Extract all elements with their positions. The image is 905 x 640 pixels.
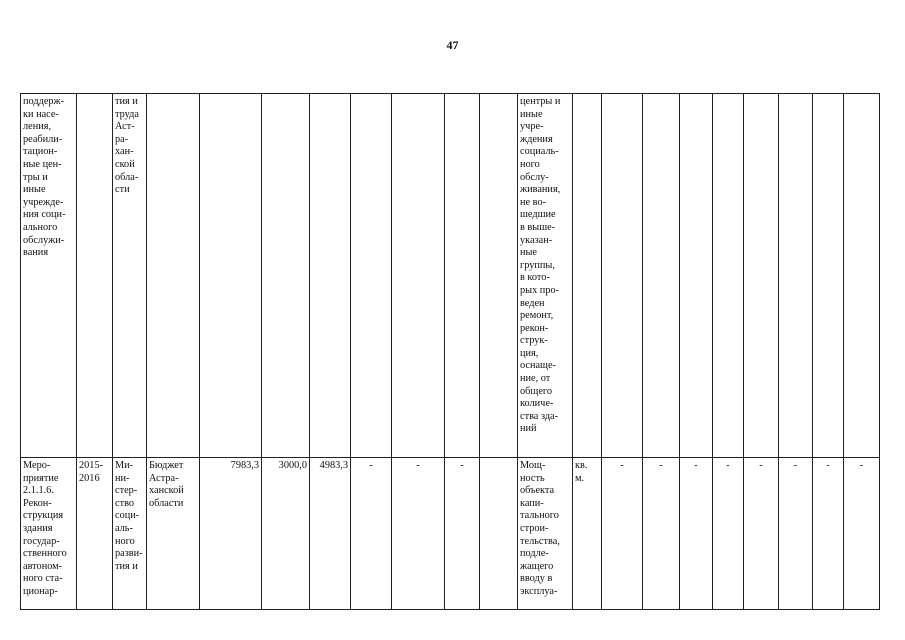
cell-2016 xyxy=(310,94,351,458)
cell-2020 xyxy=(480,458,518,610)
cell-2018: - xyxy=(392,458,445,610)
cell-measure-name: Меро- приятие 2.1.1.6. Рекон- струкция здания государ- ственного автоном- ного ста- ционар- xyxy=(21,458,77,610)
cell-measure-name: поддерж- ки насе- ления, реабили- тацион- ные цен- тры и иные учрежде- ния соци- ального обслужи- вания xyxy=(21,94,77,458)
cell-ind-8 xyxy=(844,94,880,458)
page-number: 47 xyxy=(446,38,459,52)
cell-ind-5 xyxy=(744,94,779,458)
cell-unit: кв. м. xyxy=(573,458,602,610)
cell-ind-2 xyxy=(643,94,680,458)
cell-ind-4 xyxy=(713,94,744,458)
cell-executor: тия и труда Аст- ра- хан- ской обла- сти xyxy=(113,94,147,458)
cell-ind-8: - xyxy=(844,458,880,610)
cell-period xyxy=(77,94,113,458)
cell-ind-5: - xyxy=(744,458,779,610)
cell-2016: 4983,3 xyxy=(310,458,351,610)
cell-2015: 3000,0 xyxy=(262,458,310,610)
cell-ind-2: - xyxy=(643,458,680,610)
cell-indicator: центры и иные учре- ждения социаль- ного обслу- живания, не во- шедшие в выше- указан- ные группы, в кото- рых про- веден ремонт, рекон- струк- ция, оснаще- ние, от общего количе- ства зда- ний xyxy=(518,94,573,458)
cell-2017: - xyxy=(351,458,392,610)
cell-2019 xyxy=(445,94,480,458)
program-table xyxy=(20,93,880,610)
cell-2015 xyxy=(262,94,310,458)
cell-total: 7983,3 xyxy=(200,458,262,610)
cell-ind-6: - xyxy=(779,458,813,610)
cell-ind-1 xyxy=(602,94,643,458)
cell-total xyxy=(200,94,262,458)
cell-2019: - xyxy=(445,458,480,610)
cell-ind-3 xyxy=(680,94,713,458)
cell-2020 xyxy=(480,94,518,458)
cell-ind-1: - xyxy=(602,458,643,610)
cell-ind-7: - xyxy=(813,458,844,610)
cell-ind-3: - xyxy=(680,458,713,610)
cell-unit xyxy=(573,94,602,458)
cell-period: 2015- 2016 xyxy=(77,458,113,610)
cell-ind-7 xyxy=(813,94,844,458)
cell-source: Бюджет Астра- ханской области xyxy=(147,458,200,610)
table-row xyxy=(21,458,880,610)
cell-2018 xyxy=(392,94,445,458)
cell-ind-4: - xyxy=(713,458,744,610)
cell-executor: Ми- ни- стер- ство соци- аль- ного разви- тия и xyxy=(113,458,147,610)
cell-2017 xyxy=(351,94,392,458)
cell-source xyxy=(147,94,200,458)
cell-indicator: Мощ- ность объекта капи- тального строи- тельства, подле- жащего вводу в эксплуа- xyxy=(518,458,573,610)
cell-ind-6 xyxy=(779,94,813,458)
table-row xyxy=(21,94,880,458)
